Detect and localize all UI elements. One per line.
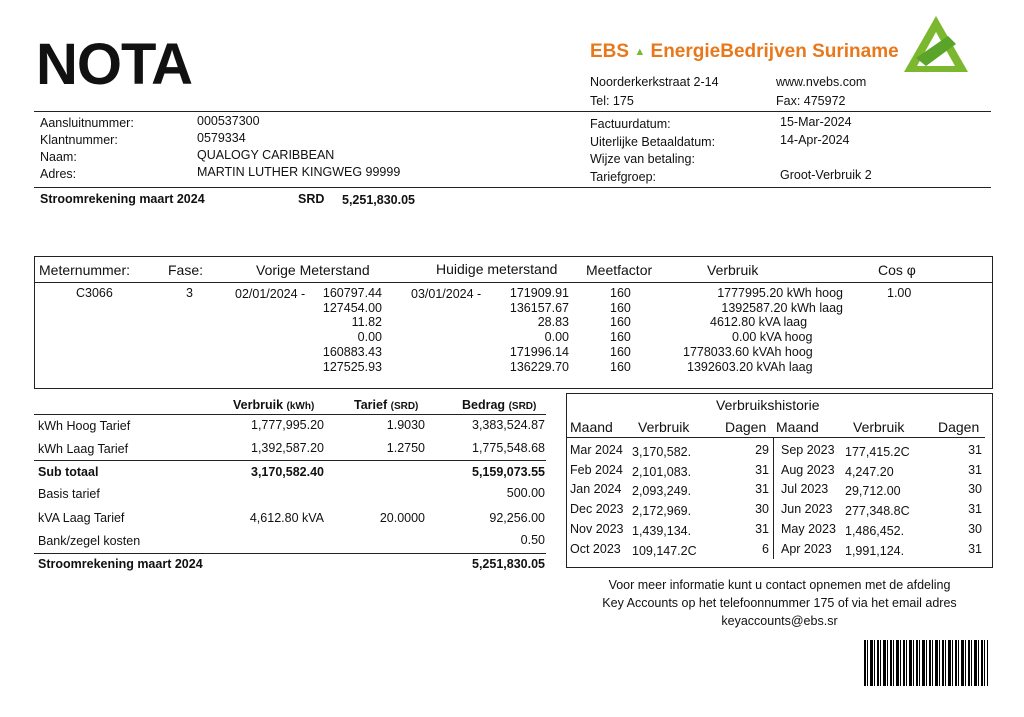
brand-fullname: EnergieBedrijven Suriname (650, 41, 899, 62)
cost-row-rate: 1.9030 (386, 418, 425, 432)
meter-factor-column (610, 286, 631, 374)
customer-labels (40, 115, 134, 183)
cost-header-usage (233, 398, 314, 412)
history-usage: 109,147.2C (632, 543, 697, 558)
meter-usage-value: 1777995.20 kWh hoog (717, 286, 843, 300)
history-title: Verbruikshistorie (716, 397, 820, 413)
invoice-labels (590, 116, 715, 186)
cost-row-usage: 4,612.80 kVA (249, 511, 324, 525)
cost-header-rate-label: Tarief (354, 398, 388, 412)
history-month: Nov 2023 (570, 521, 624, 536)
cost-row-label: kVA Laag Tarief (38, 511, 125, 525)
meter-header-factor: Meetfactor (586, 262, 653, 278)
history-days: 31 (755, 521, 769, 536)
brand-triangle-icon: ▲ (634, 46, 646, 58)
history-column-divider (773, 437, 774, 559)
history-days: 6 (762, 541, 769, 556)
brand-name (590, 41, 899, 63)
meter-header-cur: Huidige meterstand (436, 261, 558, 277)
history-days: 30 (755, 502, 769, 517)
history-days: 31 (968, 502, 982, 517)
meter-prev-value: 160883.43 (322, 344, 382, 359)
meter-cur-value: 171909.91 (509, 286, 569, 300)
history-days: 30 (968, 521, 982, 536)
history-right-months (781, 441, 836, 559)
company-address: Noorderkerkstraat 2-14 (590, 75, 719, 89)
meter-factor-value: 160 (610, 359, 631, 374)
history-usage: 177,415.2C (845, 445, 910, 459)
meter-usage-value: 4612.80 kVA laag (710, 315, 808, 330)
cost-total-amount: 5,251,830.05 (472, 557, 545, 571)
history-month: Aug 2023 (781, 462, 835, 477)
meter-header-usage: Verbruik (707, 262, 759, 278)
history-days: 31 (755, 462, 769, 477)
cost-subtotal-label: Sub totaal (38, 465, 99, 479)
brand-prefix: EBS (590, 41, 630, 62)
history-header-usage-2: Verbruik (853, 419, 905, 435)
cost-row-amount: 0.50 (520, 533, 545, 547)
meter-factor-value: 160 (610, 330, 631, 345)
cost-header-divider (34, 414, 546, 415)
meter-cur-value: 136229.70 (509, 359, 569, 374)
history-right-days (946, 441, 982, 559)
cost-header-amount-label: Bedrag (462, 398, 506, 412)
meter-header-prev: Vorige Meterstand (256, 262, 370, 278)
cost-row-amount: 3,383,524.87 (472, 418, 545, 432)
label-naam: Naam: (40, 150, 77, 164)
meter-prev-value: 160797.44 (322, 286, 382, 300)
cost-subtotal-divider (34, 460, 546, 461)
meter-header-fase: Fase: (168, 262, 204, 278)
meter-cur-value: 28.83 (537, 315, 569, 330)
meter-header-divider (34, 282, 993, 283)
cost-row-rate: 1.2750 (386, 441, 425, 455)
history-header-usage: Verbruik (638, 419, 690, 435)
header-divider (34, 111, 991, 112)
cost-row-label: Bank/zegel kosten (38, 534, 141, 548)
cost-row-amount: 1,775,548.68 (472, 441, 545, 455)
history-month: Sep 2023 (781, 443, 835, 457)
history-usage: 1,486,452. (845, 523, 905, 538)
history-month: Oct 2023 (570, 541, 621, 556)
meter-cos: 1.00 (887, 286, 912, 300)
history-usage: 2,093,249. (632, 484, 692, 499)
meter-factor-value: 160 (610, 315, 631, 330)
history-usage: 29,712.00 (845, 484, 901, 499)
summary-amount: 5,251,830.05 (342, 193, 415, 207)
barcode-icon (864, 640, 988, 686)
history-usage: 2,172,969. (632, 504, 692, 519)
meter-factor-value: 160 (610, 344, 631, 359)
history-days: 30 (968, 482, 982, 497)
history-month: Mar 2024 (570, 443, 623, 457)
meter-factor-value: 160 (610, 300, 631, 315)
label-betaaldatum: Uiterlijke Betaaldatum: (590, 134, 716, 149)
history-days: 31 (968, 541, 982, 556)
label-factuurdatum: Factuurdatum: (590, 117, 671, 131)
meter-header-number: Meternummer: (39, 262, 131, 278)
value-adres: MARTIN LUTHER KINGWEG 99999 (197, 165, 401, 179)
meter-prev-date: 02/01/2024 - (235, 287, 306, 301)
meter-cur-column (480, 286, 569, 374)
history-month: Feb 2024 (570, 462, 623, 477)
page-title: NOTA (36, 32, 193, 97)
contact-line-2: Key Accounts op het telefoonnummer 175 of via het email adres (602, 596, 957, 610)
history-usage: 1,439,134. (632, 523, 692, 538)
meter-usage-value: 1392587.20 kWh laag (721, 300, 843, 315)
cost-header-usage-unit: (kWh) (286, 401, 315, 412)
meter-usage-column (683, 286, 843, 374)
meter-usage-value: 1778033.60 kVAh hoog (683, 344, 813, 359)
cost-header-rate (354, 398, 418, 412)
cost-header-amount-unit: (SRD) (508, 401, 537, 412)
meter-fase: 3 (186, 286, 193, 300)
history-days: 29 (755, 443, 769, 457)
history-usage: 3,170,582. (632, 445, 692, 459)
meter-cur-date: 03/01/2024 - (411, 287, 482, 301)
history-header-month: Maand (570, 419, 613, 435)
meter-cur-value: 0.00 (544, 330, 569, 345)
history-month: Jun 2023 (781, 502, 833, 517)
history-days: 31 (968, 443, 982, 457)
cost-subtotal-amount: 5,159,073.55 (472, 465, 545, 479)
value-aansluitnummer: 000537300 (197, 114, 260, 128)
cost-row-amount: 92,256.00 (489, 511, 545, 525)
customer-values (197, 113, 400, 181)
value-klantnummer: 0579334 (197, 131, 246, 145)
meter-cur-value: 171996.14 (509, 344, 569, 359)
summary-currency: SRD (298, 192, 325, 206)
history-usage: 277,348.8C (845, 504, 910, 519)
customer-divider (34, 187, 991, 188)
label-betaalwijze: Wijze van betaling: (590, 152, 695, 166)
label-tariefgroep: Tariefgroep: (590, 169, 657, 184)
summary-label: Stroomrekening maart 2024 (40, 192, 205, 206)
cost-total-divider (34, 553, 546, 554)
cost-row-rate: 20.0000 (379, 511, 425, 525)
meter-usage-value: 1392603.20 kVAh laag (687, 359, 813, 374)
history-days: 31 (968, 462, 982, 477)
label-klantnummer: Klantnummer: (40, 133, 118, 147)
history-right-usage (845, 443, 910, 561)
history-month: Dec 2023 (570, 502, 624, 517)
history-usage: 2,101,083. (632, 464, 692, 479)
cost-subtotal-usage: 3,170,582.40 (251, 465, 324, 479)
meter-usage-value: 0.00 kVA hoog (732, 330, 813, 345)
cost-header-amount (462, 398, 536, 412)
cost-row-usage: 1,777,995.20 (251, 418, 324, 432)
value-tariefgroep: Groot-Verbruik 2 (780, 167, 872, 182)
value-betaaldatum: 14-Apr-2024 (780, 132, 850, 147)
history-month: May 2023 (781, 521, 836, 536)
company-tel: Tel: 175 (590, 94, 634, 108)
cost-row-label: kWh Hoog Tarief (38, 419, 131, 433)
meter-number: C3066 (76, 286, 113, 300)
history-left-days (735, 441, 769, 559)
history-header-divider (567, 437, 985, 438)
meter-prev-value: 11.82 (351, 315, 382, 330)
history-usage: 4,247.20 (845, 464, 894, 479)
history-left-usage (632, 443, 697, 561)
meter-prev-value: 127525.93 (322, 359, 382, 374)
history-left-months (570, 441, 624, 559)
history-month: Jul 2023 (781, 482, 829, 497)
contact-info (566, 576, 993, 630)
value-betaalwijze (780, 149, 872, 167)
meter-header-cos: Cos φ (878, 262, 916, 278)
history-header-days: Dagen (725, 419, 767, 435)
value-factuurdatum: 15-Mar-2024 (780, 115, 852, 129)
history-days: 31 (755, 482, 769, 497)
cost-total-label: Stroomrekening maart 2024 (38, 557, 203, 571)
meter-prev-value: 127454.00 (322, 300, 382, 315)
history-usage: 1,991,124. (845, 543, 905, 558)
history-header-days-2: Dagen (938, 419, 980, 435)
ebs-logo-icon (900, 14, 972, 76)
company-fax: Fax: 475972 (776, 94, 846, 108)
label-adres: Adres: (40, 167, 77, 181)
invoice-values (780, 114, 872, 184)
history-month: Apr 2023 (781, 541, 832, 556)
history-header-month-2: Maand (776, 419, 819, 435)
cost-row-usage: 1,392,587.20 (251, 441, 324, 455)
meter-factor-value: 160 (610, 286, 631, 300)
contact-email[interactable]: keyaccounts@ebs.sr (721, 614, 838, 628)
cost-header-usage-label: Verbruik (233, 398, 284, 412)
company-website: www.nvebs.com (776, 75, 867, 89)
cost-row-label: kWh Laag Tarief (38, 442, 129, 456)
cost-row-label: Basis tarief (38, 487, 100, 501)
meter-prev-value: 0.00 (357, 330, 382, 345)
meter-prev-column (300, 286, 382, 374)
meter-cur-value: 136157.67 (509, 300, 569, 315)
cost-header-rate-unit: (SRD) (390, 401, 419, 412)
contact-line-1: Voor meer informatie kunt u contact opnemen met de afdeling (608, 578, 951, 592)
cost-row-amount: 500.00 (506, 486, 545, 500)
history-month: Jan 2024 (570, 482, 622, 497)
value-naam: QUALOGY CARIBBEAN (197, 148, 335, 162)
label-aansluitnummer: Aansluitnummer: (40, 116, 134, 130)
